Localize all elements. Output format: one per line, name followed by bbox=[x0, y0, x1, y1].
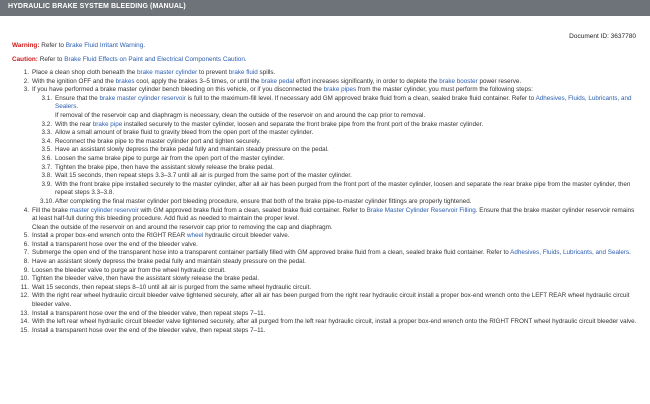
step-number: 6. bbox=[23, 240, 29, 248]
step-link[interactable]: Adhesives, Fluids, Lubricants, and Sealers bbox=[510, 249, 630, 257]
step-text bbox=[32, 207, 638, 224]
step-number: 3.8. bbox=[41, 172, 52, 180]
step-text bbox=[55, 172, 634, 181]
header-bar bbox=[0, 0, 650, 16]
step-text-run: with GM approved brake fluid from a clean, sealed brake fluid container. Refer to bbox=[138, 206, 367, 214]
step-text-run: . bbox=[629, 249, 631, 257]
step-link[interactable]: brake master cylinder reservoir bbox=[99, 94, 186, 102]
step-text bbox=[55, 155, 634, 164]
step-text-run: installed securely to the master cylinder, loosen and separate the front brake pipe from the front port of the brake master cylinder. bbox=[122, 120, 484, 128]
step-item bbox=[0, 69, 650, 78]
step-link[interactable]: brake pipe bbox=[92, 120, 123, 128]
step-text bbox=[32, 69, 638, 78]
step-item bbox=[0, 207, 650, 224]
warning-label: Warning: bbox=[12, 42, 40, 49]
step-item bbox=[0, 249, 650, 258]
step-link[interactable]: brake fluid bbox=[228, 69, 258, 76]
step-item bbox=[0, 129, 650, 138]
step-text-run: Loosen the bleeder valve to purge air from the wheel hydraulic circuit. bbox=[32, 266, 226, 274]
step-item bbox=[0, 284, 650, 293]
step-text-run: Wait 15 seconds, then repeat steps 3.3–3.7 until all air is purged from the same port of the master cylinder. bbox=[55, 172, 352, 180]
step-item bbox=[0, 327, 650, 336]
step-number: 10. bbox=[20, 275, 29, 283]
step-number: 3. bbox=[23, 86, 29, 94]
step-number: 1. bbox=[23, 69, 29, 76]
step-text-run: Clean the outside of the reservoir on and around the reservoir cap prior to removing the cap and diaphragm. bbox=[32, 223, 333, 231]
step-text-run: With the front brake pipe installed securely to the master cylinder, after all air has been purged from the front port of the master cylinder, loosen and separate the rear brake pipe from the master cylinder, then repeat steps 3.3–3.8. bbox=[55, 180, 631, 197]
step-text-run: With the ignition OFF and the bbox=[32, 77, 116, 85]
step-link[interactable]: brake master cylinder bbox=[137, 69, 198, 76]
step-text-run: Place a clean shop cloth beneath the bbox=[32, 69, 138, 76]
step-item bbox=[0, 198, 650, 207]
step-number: 3.6. bbox=[41, 154, 52, 162]
step-item bbox=[0, 121, 650, 130]
step-text bbox=[32, 249, 638, 258]
step-text bbox=[55, 198, 634, 207]
step-link[interactable]: wheel bbox=[186, 232, 204, 240]
step-number: 7. bbox=[23, 249, 29, 257]
step-link[interactable]: Brake Master Cylinder Reservoir Filling bbox=[366, 206, 476, 214]
step-text-run: Reconnect the brake pipe to the master cylinder port and tighten securely. bbox=[55, 137, 261, 145]
step-text bbox=[32, 318, 638, 327]
warning-link[interactable]: Brake Fluid Irritant Warning bbox=[65, 42, 144, 49]
step-text-run: spills. bbox=[257, 69, 276, 76]
step-number: 11. bbox=[20, 283, 29, 291]
step-text bbox=[32, 232, 638, 241]
warning-note bbox=[12, 42, 145, 49]
step-item bbox=[0, 155, 650, 164]
step-link[interactable]: master cylinder reservoir bbox=[69, 206, 139, 214]
page-title: HYDRAULIC BRAKE SYSTEM BLEEDING (MANUAL) bbox=[8, 3, 186, 10]
step-text-run: Fill the brake bbox=[32, 206, 70, 214]
step-text-run: With the right rear wheel hydraulic circuit bleeder valve tightened securely, after all air has been purged from the right rear hydraulic circuit install a proper box-end wrench onto the LEFT REAR wheel hydraulic circuit bleeder valve. bbox=[32, 292, 630, 309]
step-item bbox=[0, 172, 650, 181]
step-continuation bbox=[0, 224, 650, 233]
step-text-run: hydraulic circuit bleeder valve. bbox=[203, 232, 290, 240]
step-item bbox=[0, 146, 650, 155]
step-text-run: With the rear bbox=[55, 120, 93, 128]
step-text bbox=[32, 241, 638, 250]
step-number: 5. bbox=[23, 232, 29, 240]
step-item bbox=[0, 95, 650, 112]
step-item bbox=[0, 164, 650, 173]
step-text-run: to prevent bbox=[197, 69, 229, 76]
step-number: 13. bbox=[20, 309, 29, 317]
step-text-run: Ensure that the bbox=[55, 94, 100, 102]
step-text-run: . Ensure that the brake master cylinder reservoir remains at least half-full during this bleeding procedure. Add fluid as needed to maintain the proper level. bbox=[32, 206, 635, 223]
step-text bbox=[32, 327, 638, 336]
step-text-run: Tighten the brake pipe, then have the assistant slowly release the brake pedal. bbox=[55, 163, 274, 171]
step-text-run: Install a transparent hose over the end of the bleeder valve, then repeat steps 7–11. bbox=[32, 326, 266, 334]
step-text bbox=[55, 121, 634, 130]
step-text bbox=[32, 284, 638, 293]
step-number: 3.7. bbox=[41, 163, 52, 171]
step-text-run: power reserve. bbox=[477, 77, 522, 85]
caution-text: Refer to bbox=[37, 56, 65, 63]
step-link[interactable]: brake pipes bbox=[323, 86, 357, 94]
step-text-run: Tighten the bleeder valve, then have the assistant slowly release the brake pedal. bbox=[32, 275, 259, 283]
step-text-run: If removal of the reservoir cap and diaphragm is necessary, clean the outside of the reservoir on and around the cap prior to removal. bbox=[55, 111, 426, 119]
step-text-run: cool, apply the brakes 3–5 times, or until the bbox=[134, 77, 262, 85]
step-item bbox=[0, 181, 650, 198]
step-text bbox=[32, 310, 638, 319]
step-link[interactable]: brakes bbox=[115, 77, 135, 85]
caution-end: . bbox=[244, 56, 247, 63]
step-link[interactable]: brake booster bbox=[439, 77, 478, 85]
step-number: 3.1. bbox=[41, 94, 52, 102]
step-text bbox=[55, 112, 634, 121]
step-text-run: Install a proper box-end wrench onto the RIGHT REAR bbox=[32, 232, 187, 240]
step-item bbox=[0, 275, 650, 284]
step-link[interactable]: Adhesives, Fluids, Lubricants, and Sealers bbox=[55, 94, 632, 111]
step-text bbox=[32, 267, 638, 276]
step-text-run: Have an assistant slowly depress the brake pedal fully and maintain steady pressure on the pedal. bbox=[55, 146, 329, 154]
step-number: 3.9. bbox=[41, 180, 52, 188]
warning-text: Refer to bbox=[39, 42, 66, 49]
step-item bbox=[0, 86, 650, 95]
step-item bbox=[0, 138, 650, 147]
step-number: 12. bbox=[20, 292, 29, 300]
step-text bbox=[32, 86, 638, 95]
step-text-run: from the master cylinder, you must perform the following steps: bbox=[356, 86, 533, 94]
step-text-run: . bbox=[76, 103, 79, 111]
step-link[interactable]: brake pedal bbox=[261, 77, 295, 85]
step-number: 15. bbox=[20, 326, 29, 334]
step-text-run: Install a transparent hose over the end of the bleeder valve. bbox=[32, 240, 198, 248]
step-number: 3.3. bbox=[41, 129, 52, 137]
caution-label: Caution: bbox=[12, 56, 38, 63]
step-item bbox=[0, 78, 650, 87]
warning-end: . bbox=[143, 42, 146, 49]
step-item bbox=[0, 310, 650, 319]
document-id: Document ID: 3637780 bbox=[569, 33, 636, 40]
step-number: 2. bbox=[23, 77, 29, 85]
procedure-steps bbox=[0, 69, 650, 335]
step-number: 3.5. bbox=[41, 146, 52, 154]
step-number: 3.2. bbox=[41, 120, 52, 128]
step-text bbox=[55, 129, 634, 138]
step-number: 8. bbox=[23, 258, 29, 266]
step-text bbox=[55, 138, 634, 147]
step-number: 3.10. bbox=[40, 197, 55, 205]
step-item bbox=[0, 232, 650, 241]
step-item bbox=[0, 241, 650, 250]
step-text bbox=[32, 275, 638, 284]
step-number: 4. bbox=[23, 206, 29, 214]
step-item bbox=[0, 258, 650, 267]
step-text bbox=[55, 164, 634, 173]
step-text-run: Install a transparent hose over the end of the bleeder valve, then repeat steps 7–11. bbox=[32, 309, 266, 317]
step-text-run: is full to the maximum-fill level. If necessary add GM approved brake fluid from a clean, sealed brake fluid container. Refer to bbox=[185, 94, 536, 102]
step-number: 3.4. bbox=[41, 137, 52, 145]
step-text-run: After completing the final master cylinder port bleeding procedure, ensure that both of the brake pipe-to-master cylinder fittings are properly tightened. bbox=[55, 197, 472, 205]
step-text bbox=[32, 224, 638, 233]
step-text-run: Wait 15 seconds, then repeat steps 8–10 until all air is purged from the same wheel hydraulic circuit. bbox=[32, 283, 312, 291]
step-text bbox=[32, 258, 638, 267]
step-number: 9. bbox=[23, 266, 29, 274]
step-text-run: Have an assistant slowly depress the brake pedal fully and maintain steady pressure on the pedal. bbox=[32, 258, 306, 266]
step-text-run: Loosen the same brake pipe to purge air from the open port of the master cylinder. bbox=[55, 154, 285, 162]
step-text bbox=[55, 95, 634, 112]
step-item bbox=[0, 318, 650, 327]
step-item bbox=[0, 267, 650, 276]
step-text-run: Allow a small amount of brake fluid to gravity bleed from the open port of the master cylinder. bbox=[55, 129, 314, 137]
step-text bbox=[32, 78, 638, 87]
step-text-run: Submerge the open end of the transparent hose into a transparent container partially filled with GM approved brake fluid from a clean, sealed brake fluid container. Refer to bbox=[32, 249, 511, 257]
step-number: 14. bbox=[20, 318, 29, 326]
step-text bbox=[55, 181, 634, 198]
step-text-run: If you have performed a brake master cylinder bench bleeding on this vehicle, or if you disconnected the bbox=[32, 86, 324, 94]
step-text-run: effort increases significantly, in order to deplete the bbox=[294, 77, 440, 85]
step-continuation bbox=[0, 112, 650, 121]
step-text bbox=[32, 292, 638, 309]
step-text bbox=[55, 146, 634, 155]
caution-link[interactable]: Brake Fluid Effects on Paint and Electrical Components Caution bbox=[64, 56, 245, 63]
caution-note bbox=[12, 56, 247, 63]
step-item bbox=[0, 292, 650, 309]
step-text-run: With the left rear wheel hydraulic circuit bleeder valve tightened securely, after all purged from the left rear hydraulic circuit, install a proper box-end wrench onto the RIGHT FRONT wheel hydraulic circuit bleeder valve. bbox=[32, 318, 637, 326]
